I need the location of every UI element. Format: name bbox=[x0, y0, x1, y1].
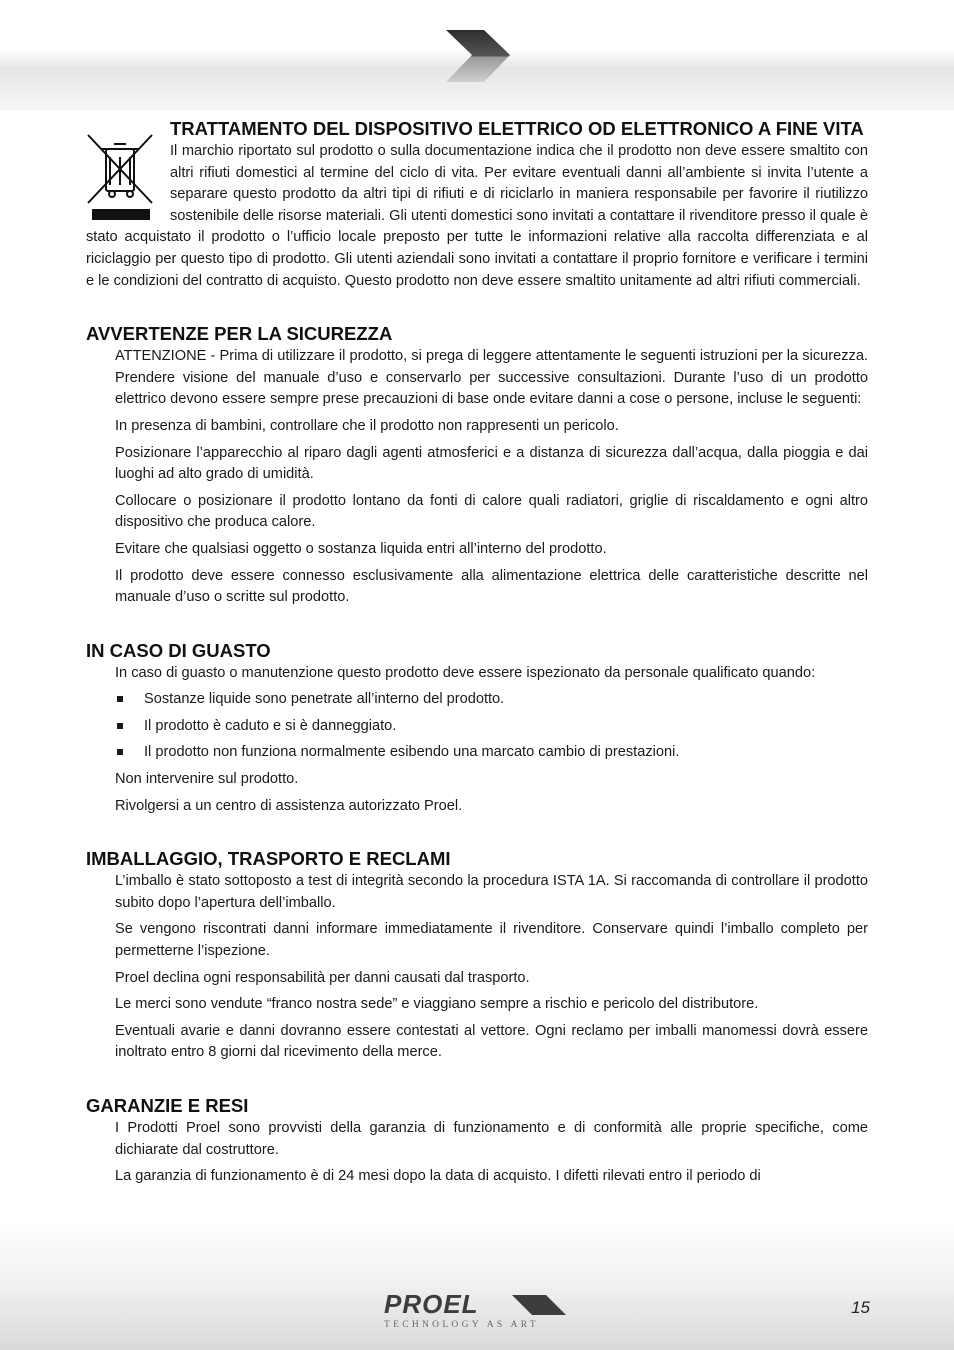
square-bullet-icon bbox=[117, 749, 123, 755]
fault-bullet-list bbox=[115, 689, 868, 764]
disposal-section-body: Il marchio riportato sul prodotto o sulla documentazione indica che il prodotto non deve essere smaltito con altri rifiuti domestici al termine del ciclo di vita. Per evitare eventuali danni all’ambiente si invita l’utente a separare questo prodotto da altri tipi di rifiuti e di riciclarlo in maniera responsabile per favorire il riutilizzo sostenibile delle risorse materiali. Gli utenti domestici sono invitati a contattare il rivenditore presso il quale è stato acquistato il prodotto o l’ufficio locale preposto per tutte le informazioni relative alla raccolta differenziata e al riciclaggio per questo tipo di prodotto. Gli utenti aziendali sono invitati a contattare il proprio fornitore e verificare i termini e le condizioni del contratto di acquisto. Questo prodotto non deve essere smaltito unitamente ad altri rifiuti commerciali. bbox=[86, 143, 868, 289]
disposal-section-title: TRATTAMENTO DEL DISPOSITIVO ELETTRICO OD ELETTRONICO A FINE VITA bbox=[170, 118, 864, 139]
list-item-text: Il prodotto non funziona normalmente esibendo una marcato cambio di prestazioni. bbox=[144, 744, 680, 761]
list-item bbox=[115, 716, 868, 738]
safety-section-title: AVVERTENZE PER LA SICUREZZA bbox=[86, 323, 393, 345]
safety-paragraph: Evitare che qualsiasi oggetto o sostanza liquida entri all’interno del prodotto. bbox=[115, 540, 607, 557]
list-item bbox=[115, 689, 868, 711]
chevron-right-icon bbox=[444, 28, 512, 84]
square-bullet-icon bbox=[117, 723, 123, 729]
packaging-section-title: IMBALLAGGIO, TRASPORTO E RECLAMI bbox=[86, 848, 451, 870]
proel-logo bbox=[384, 1290, 570, 1331]
safety-paragraph: Collocare o posizionare il prodotto lontano da fonti di calore quali radiatori, griglie di riscaldamento e ogni altro dispositivo che produca calore. bbox=[115, 492, 868, 531]
fault-paragraph: Rivolgersi a un centro di assistenza autorizzato Proel. bbox=[115, 797, 463, 814]
square-bullet-icon bbox=[117, 696, 123, 702]
page-content bbox=[86, 117, 868, 1193]
safety-paragraph: Posizionare l’apparecchio al riparo dagli agenti atmosferici e a distanza di sicurezza dall’acqua, dalla pioggia e dai luoghi ad alto grado di umidità. bbox=[115, 444, 868, 483]
fault-section-title: IN CASO DI GUASTO bbox=[86, 639, 271, 661]
page-number: 15 bbox=[851, 1298, 870, 1317]
list-item-text: Sostanze liquide sono penetrate all’interno del prodotto. bbox=[144, 691, 505, 708]
packaging-paragraph: L’imballo è stato sottoposto a test di integrità secondo la procedura ISTA 1A. Si raccomanda di controllare il prodotto subito dopo l’apertura dell’imballo. bbox=[115, 873, 868, 911]
safety-paragraph: ATTENZIONE - Prima di utilizzare il prodotto, si prega di leggere attentamente le seguenti istruzioni per la sicurezza. Prendere visione del manuale d’uso e conservarlo per successive consultazioni. Durante l’uso di un prodotto elettrico devono essere sempre prese precauzioni di base onde evitare danni a cose o persone, incluse le seguenti: bbox=[115, 348, 868, 408]
crossed-out-wheeled-bin-icon bbox=[86, 131, 154, 223]
logo-arrow-icon bbox=[512, 1294, 568, 1316]
packaging-paragraph: Eventuali avarie e danni dovranno essere contestati al vettore. Ogni reclamo per imballi manomessi dovrà essere inoltrato entro 8 giorni dal ricevimento della merce. bbox=[115, 1022, 868, 1061]
packaging-paragraph: Se vengono riscontrati danni informare immediatamente il rivenditore. Conservare quindi l’imballo completo per permetterne l’ispezione. bbox=[115, 921, 868, 960]
packaging-paragraph: Le merci sono vendute “franco nostra sede” e viaggiano sempre a rischio e pericolo del distributore. bbox=[115, 996, 759, 1013]
logo-wordmark: PROEL bbox=[384, 1289, 479, 1319]
packaging-paragraph: Proel declina ogni responsabilità per danni causati dal trasporto. bbox=[115, 969, 530, 986]
warranty-section-title: GARANZIE E RESI bbox=[86, 1095, 249, 1116]
warranty-paragraph: La garanzia di funzionamento è di 24 mesi dopo la data di acquisto. I difetti rilevati entro il periodo di bbox=[115, 1168, 761, 1185]
list-item bbox=[115, 742, 868, 764]
fault-paragraph: Non intervenire sul prodotto. bbox=[115, 771, 299, 788]
fault-intro: In caso di guasto o manutenzione questo prodotto deve essere ispezionato da personale qualificato quando: bbox=[115, 664, 816, 681]
safety-paragraph: Il prodotto deve essere connesso esclusivamente alla alimentazione elettrica delle caratteristiche descritte nel manuale d’uso o scritte sul prodotto. bbox=[115, 567, 868, 606]
warranty-paragraph: I Prodotti Proel sono provvisti della garanzia di funzionamento e di conformità alle proprie specifiche, come dichiarate dal costruttore. bbox=[115, 1120, 868, 1158]
logo-tagline: TECHNOLOGY AS ART bbox=[384, 1320, 539, 1330]
list-item-text: Il prodotto è caduto e si è danneggiato. bbox=[144, 717, 397, 734]
safety-paragraph: In presenza di bambini, controllare che il prodotto non rappresenti un pericolo. bbox=[115, 417, 619, 434]
